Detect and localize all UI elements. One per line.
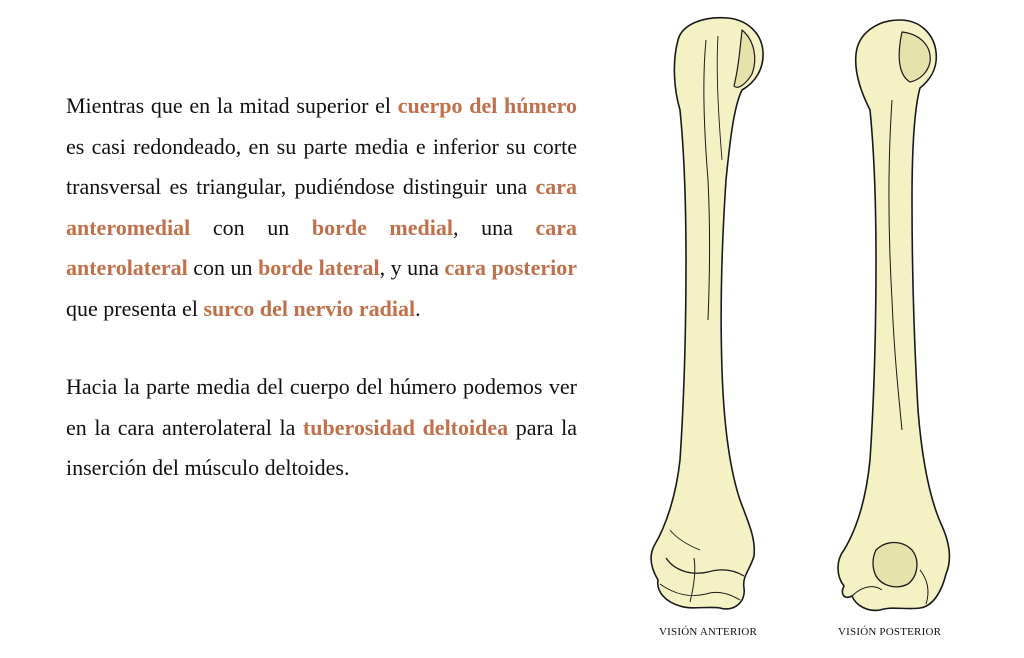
term-cuerpo-del-humero[interactable]: cuerpo del húmero xyxy=(397,93,577,118)
humerus-posterior-view xyxy=(838,20,949,610)
humerus-anterior-view xyxy=(651,18,763,609)
text-run: Mientras que en la mitad superior el xyxy=(66,93,398,118)
text-run: que presenta el xyxy=(66,295,204,321)
caption-anterior-view: VISIÓN ANTERIOR xyxy=(659,626,758,638)
main-text xyxy=(66,86,577,527)
humerus-illustration xyxy=(630,10,1000,622)
paragraph-humerus-body xyxy=(66,86,577,329)
term-tuberosidad-deltoidea[interactable]: tuberosidad deltoidea xyxy=(302,414,509,440)
text-run: , una xyxy=(452,214,536,240)
text-run: es casi redondeado, en su parte media e inferior su corte transversal es triangular, pudiéndose distinguir una xyxy=(66,133,577,199)
term-cara-anteromedial[interactable]: cara anteromedial xyxy=(66,174,577,240)
text-run: Hacia la parte media del cuerpo del húmero podemos ver en la cara anterolateral la xyxy=(66,374,577,440)
caption-posterior-view: VISIÓN POSTERIOR xyxy=(838,626,942,638)
text-run: con un xyxy=(190,214,312,240)
term-surco-nervio-radial[interactable]: surco del nervio radial xyxy=(203,295,416,321)
text-run: con un xyxy=(187,255,259,280)
text-run: , y una xyxy=(379,255,445,280)
text-run: para la inserción del músculo deltoides. xyxy=(66,414,577,480)
paragraph-deltoid-tuberosity xyxy=(66,367,577,489)
humerus-figure xyxy=(630,10,1000,655)
term-borde-lateral[interactable]: borde lateral xyxy=(258,255,380,280)
term-cara-posterior[interactable]: cara posterior xyxy=(444,255,577,280)
text-run: . xyxy=(415,295,421,321)
term-cara-anterolateral[interactable]: cara anterolateral xyxy=(66,214,577,280)
term-borde-medial[interactable]: borde medial xyxy=(311,214,453,240)
